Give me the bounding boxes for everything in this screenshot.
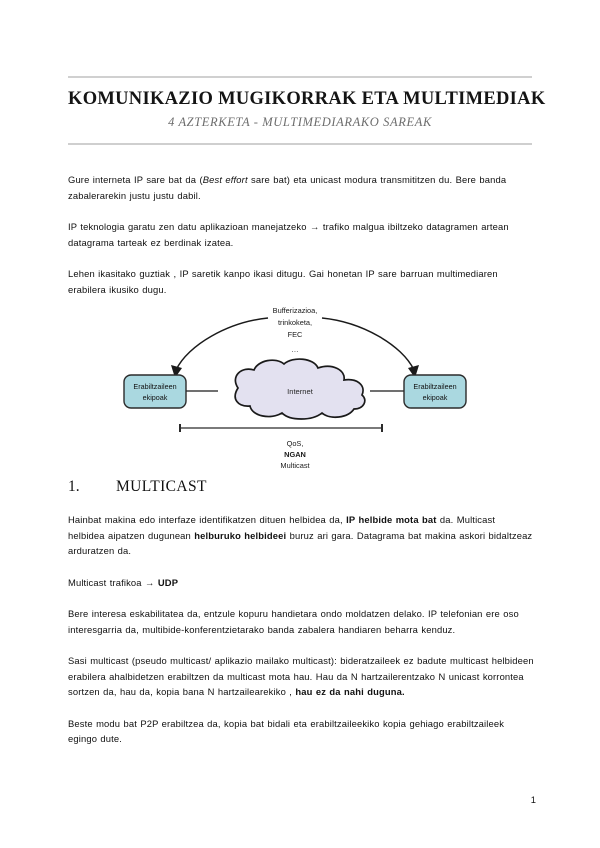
sec-p4-bold: hau ez da nahi duguna. xyxy=(295,686,405,697)
page-number: 1 xyxy=(530,794,536,805)
intro-paragraph-1 xyxy=(68,172,534,203)
section-paragraph-2 xyxy=(68,575,534,591)
left-node-label-line1: Erabiltzaileen xyxy=(133,382,177,391)
right-node-label-line2: ekipoak xyxy=(422,393,448,402)
figure-top-label-ellipsis: … xyxy=(291,345,299,354)
sec-p4-text-a: Sasi multicast (pseudo multicast/ aplikazio mailako multicast): bideratzaileek ez badute multicast helbideen erabilera ahalbidetzen erabiltzen da multicast mota hau. Hau da N hartzailerentzako N unicast korrontea sortzen da, hau da, kopia bana N hartzailearekiko , xyxy=(68,655,534,697)
sec-p1-bold-2: helburuko helbideei xyxy=(194,529,287,541)
intro-section xyxy=(68,172,534,313)
right-user-equipment-node xyxy=(404,375,466,408)
right-node-label-line1: Erabiltzaileen xyxy=(413,382,457,391)
figure-top-label-line3: FEC xyxy=(287,330,303,339)
page-subtitle: 4 AZTERKETA - MULTIMEDIARAKO SAREAK xyxy=(168,115,432,129)
section-paragraph-3: Bere interesa eskabilitatea da, entzule kopuru handietara ondo moldatzen delako. IP telefonian ere oso interesgarria da, multibide-konferentzietarako banda zabalera handiaren beharra kenduz. xyxy=(68,608,519,635)
section-heading-multicast xyxy=(68,478,534,496)
figure-bottom-label-line2: NGAN xyxy=(284,450,306,459)
section-title: MULTICAST xyxy=(116,478,207,495)
header-rule-top xyxy=(68,76,532,78)
sec-p2-bold: UDP xyxy=(157,576,179,588)
sec-p1-text-c: buruz ari gara. Datagrama bat makina askori bidaltzeaz arduratzen da. xyxy=(68,529,533,556)
page-title: KOMUNIKAZIO MUGIKORRAK ETA MULTIMEDIAK xyxy=(68,89,546,109)
network-diagram xyxy=(118,300,472,472)
sec-p1-text-b: da. Multicast helbidea aipatzen dugunean xyxy=(68,514,496,541)
multicast-section-body xyxy=(68,512,534,763)
internet-cloud xyxy=(235,359,365,419)
figure-top-label-line1: Bufferizazioa, xyxy=(272,306,318,315)
cloud-label: Internet xyxy=(287,387,313,396)
intro-p1-text-a: Gure interneta IP sare bat da ( xyxy=(68,174,203,185)
header-rule-bottom xyxy=(68,143,532,145)
section-number: 1. xyxy=(68,478,80,495)
intro-paragraph-3: Lehen ikasitako guztiak , IP saretik kanpo ikasi ditugu. Gai honetan IP sare barruan multimediaren erabilera ikusiko dugu. xyxy=(68,268,498,295)
header-rule-bottom-wrap xyxy=(68,143,532,145)
document-header xyxy=(68,76,546,145)
section-paragraph-5: Beste modu bat P2P erabiltzea da, kopia bat bidali eta erabiltzaileekiko kopia gehiago erabiltzaileek egingo dute. xyxy=(68,717,505,744)
left-user-equipment-node xyxy=(124,375,186,408)
intro-p1-italic: Best effort xyxy=(202,174,248,185)
figure-bottom-label-line1: QoS, xyxy=(286,439,304,448)
span-bracket xyxy=(180,424,382,432)
intro-paragraph-2: IP teknologia garatu zen datu aplikazioan manejatzeko → trafiko malgua ibiltzeko datagramen artean datagrama tarteak ez berdinak izatea. xyxy=(68,221,509,248)
intro-p1-text-b: sare bat) eta unicast modura transmititzen du. Bere banda zabalerarekin justu justu dabil. xyxy=(68,174,507,201)
section-paragraph-1 xyxy=(68,512,534,559)
left-node-label-line2: ekipoak xyxy=(142,393,168,402)
sec-p2-text-a: Multicast trafikoa → xyxy=(68,576,158,588)
sec-p1-text-a: Hainbat makina edo interfaze identifikatzen dituen helbidea da, xyxy=(68,514,347,525)
sec-p1-bold-1: IP helbide mota bat xyxy=(346,514,437,525)
figure-top-label-line2: trinkoketa, xyxy=(277,318,313,327)
figure-bottom-label-line3: Multicast xyxy=(280,461,310,470)
section-paragraph-4 xyxy=(68,653,534,700)
